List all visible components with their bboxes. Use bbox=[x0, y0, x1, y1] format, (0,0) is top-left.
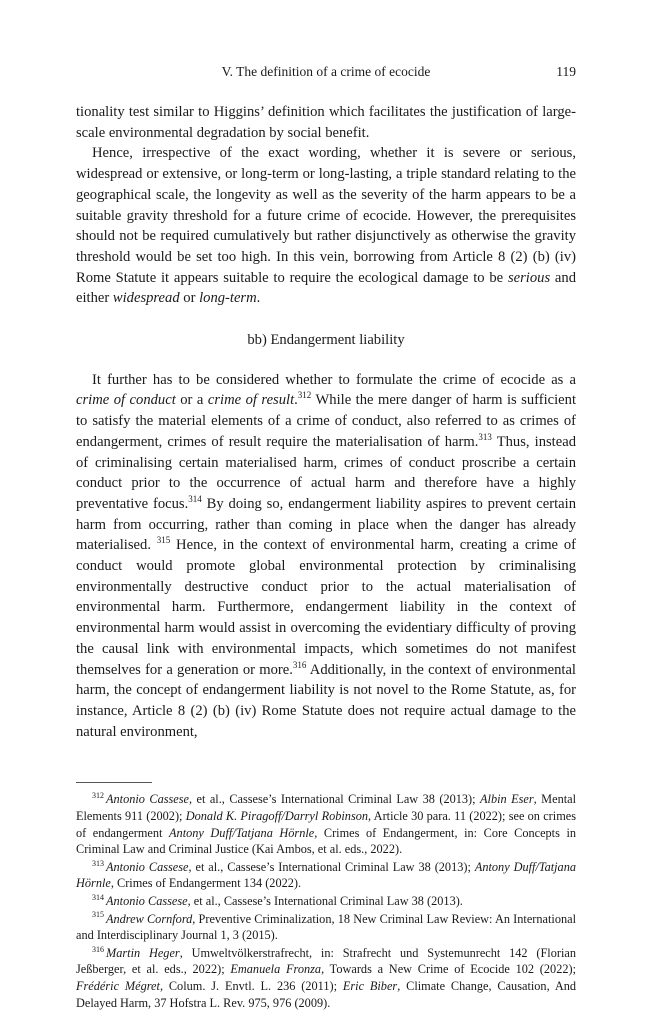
text-run: , et al., Cassese’s International Criminal Law 38 (2013); bbox=[188, 859, 475, 874]
book-page bbox=[76, 64, 576, 1012]
footnotes bbox=[76, 791, 576, 1011]
paragraph: tionality test similar to Higgins’ definition which facilitates the justification of large-scale environmental degradation by social benefit. bbox=[76, 104, 576, 141]
running-header bbox=[76, 64, 576, 84]
text-run: , Preventive Criminalization, 18 New Criminal Law Review: An International and Interdisciplinary Journal 1, 3 (2015). bbox=[76, 911, 576, 943]
text-run: , Colum. J. Envtl. L. 236 (2011); bbox=[159, 978, 343, 993]
text-run: , Climate Change, Causation, And Delayed Harm, 37 Hofstra L. Rev. 975, 976 (2009). bbox=[76, 978, 576, 1010]
text-run: , et al., Cassese’s International Criminal Law 38 (2013); bbox=[189, 792, 481, 807]
emphasis: serious bbox=[507, 269, 551, 286]
footnote-315 bbox=[76, 911, 576, 944]
text-run: , Towards a New Crime of Ecocide 102 (2022); bbox=[321, 962, 577, 977]
text-run: By doing so, endangerment liability aspires to prevent certain harm from occurring, rather than coming in place when the danger has already materialised. bbox=[76, 495, 576, 554]
footnote-314 bbox=[76, 893, 576, 910]
footnote-number: 314 bbox=[92, 892, 104, 902]
emphasis: crime of conduct bbox=[76, 392, 176, 409]
footnote-number: 316 bbox=[92, 944, 104, 954]
author: Eric Biber bbox=[342, 978, 398, 993]
text-run: Thus, instead of criminalising certain materialised harm, crimes of conduct proscribe a certain conduct prior to the occurrence of actual harm and therefore have a highly preventative focus. bbox=[76, 433, 576, 512]
author: Andrew Cornford bbox=[106, 911, 193, 926]
main-text bbox=[76, 102, 576, 742]
author: Antonio Cassese bbox=[106, 893, 188, 908]
text-run: , Crimes of Endangerment, in: Core Concepts in Criminal Law and Criminal Justice (Kai Ambos, et al. eds., 2022). bbox=[76, 825, 577, 857]
text-run: , Mental Elements 911 (2002); bbox=[76, 792, 577, 823]
text-run: and either bbox=[76, 269, 576, 307]
footnote-ref-315[interactable]: 315 bbox=[156, 535, 171, 546]
footnote-ref-313[interactable]: 313 bbox=[478, 431, 492, 442]
author: Martin Heger bbox=[106, 945, 180, 960]
paragraph bbox=[76, 370, 576, 743]
footnote-ref-314[interactable]: 314 bbox=[188, 494, 202, 505]
page-number: 119 bbox=[556, 64, 576, 79]
footnote-316 bbox=[76, 945, 576, 1011]
emphasis: crime of result bbox=[207, 392, 295, 409]
text-run: , et al., Cassese’s International Criminal Law 38 (2013). bbox=[187, 893, 463, 908]
text-run: It further has to be considered whether to formulate the crime of ecocide as a bbox=[92, 371, 576, 388]
footnote-number: 312 bbox=[92, 791, 104, 801]
author: Antonio Cassese bbox=[106, 859, 189, 874]
author: Antony Duff/Tatjana Hörnle bbox=[76, 859, 576, 891]
author: Antonio Cassese bbox=[106, 792, 190, 807]
footnote-divider bbox=[76, 782, 152, 783]
text-run: , Article 30 para. 11 (2022); see on crimes of endangerment bbox=[76, 808, 576, 840]
author: Antony Duff/Tatjana Hörnle bbox=[169, 825, 315, 840]
footnote-ref-312[interactable]: 312 bbox=[297, 390, 312, 401]
author: Albin Eser bbox=[480, 792, 534, 807]
emphasis: long-term bbox=[199, 290, 257, 307]
text-run: While the mere danger of harm is sufficient to satisfy the material elements of a crime of conduct, also referred to as crimes of endangerment, crimes of result require the materialisation of harm. bbox=[76, 392, 577, 450]
footnote-ref-316[interactable]: 316 bbox=[292, 659, 307, 670]
footnote-number: 313 bbox=[92, 858, 104, 868]
text-run: , Crimes of Endangerment 134 (2022). bbox=[110, 876, 302, 891]
author: Donald K. Piragoff/Darryl Robinson bbox=[185, 808, 369, 823]
text-run: Hence, in the context of environmental harm, creating a crime of conduct would promote global environmental protection by criminalising environmentally destructive conduct prior to the actual materialisation of environmental harm. Furthermore, endangerment liability in the context of environmental harm would assist in overcoming the evidentiary difficulty of proving the causal link with environmental impacts, which sometimes do not manifest themselves for a generation or more. bbox=[76, 537, 576, 678]
text-run: or bbox=[179, 290, 200, 307]
footnote-312 bbox=[76, 791, 576, 857]
text-run: , Umweltvölkerstrafrecht, in: Strafrecht und Systemunrecht 142 (Florian Jeßberger, et al. eds., 2022); bbox=[76, 945, 576, 977]
paragraph bbox=[76, 143, 576, 309]
emphasis: widespread bbox=[112, 290, 180, 307]
text-run: . bbox=[294, 392, 298, 409]
footnote-number: 315 bbox=[92, 910, 104, 920]
author: Frédéric Mégret bbox=[76, 978, 160, 993]
section-heading: bb) Endangerment liability bbox=[247, 332, 405, 349]
text-run: or a bbox=[175, 392, 208, 409]
author: Emanuela Fronza bbox=[230, 962, 322, 977]
text-run: Hence, irrespective of the exact wording, whether it is severe or serious, widespread or extensive, or long-term or long-lasting, a triple standard relating to the geographical scale, the longevity as well as the severity of the harm appears to be a suitable gravity threshold for a future crime of ecocide. However, the prerequisites should not be required cumulatively but rather disjunctively as otherwise the gravity threshold would be set too high. In this vein, borrowing from Article 8 (2) (b) (iv) Rome Statute it appears suitable to require the ecological damage to be bbox=[76, 145, 576, 286]
footnote-313 bbox=[76, 859, 576, 892]
text-run: Additionally, in the context of environmental harm, the concept of endangerment liability is not novel to the Rome Statute, as, for instance, Article 8 (2) (b) (iv) Rome Statute does not require actual damage to the natural environment, bbox=[76, 661, 576, 740]
text-run: . bbox=[256, 290, 261, 307]
running-title: V. The definition of a crime of ecocide bbox=[221, 64, 431, 79]
